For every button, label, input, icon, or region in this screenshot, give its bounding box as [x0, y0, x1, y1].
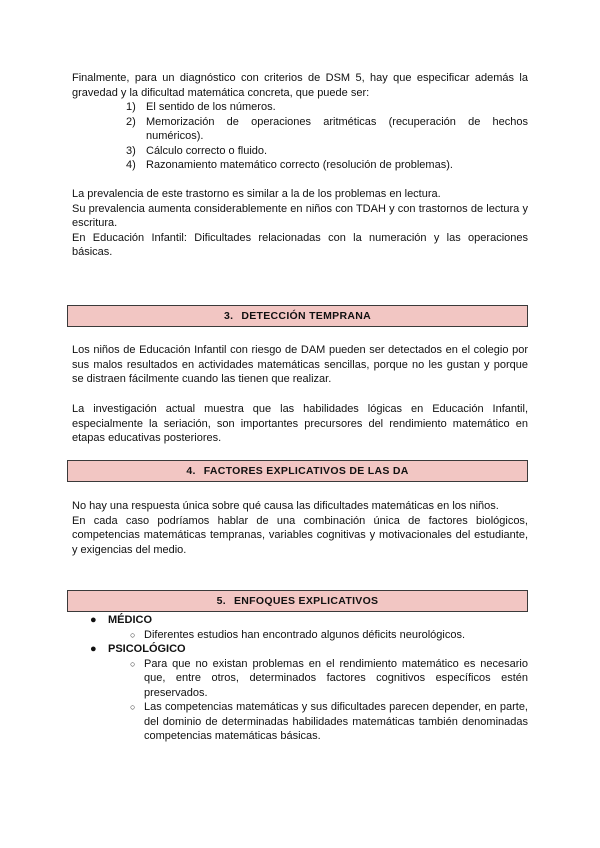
list-item — [126, 100, 528, 115]
dsm-criteria-list — [126, 100, 528, 173]
bullet-icon: ● — [90, 643, 97, 655]
prevalence-paragraph: La prevalencia de este trastorno es similar a la de los problemas en lectura. — [72, 188, 441, 200]
infantil-paragraph: En Educación Infantil: Dificultades relacionadas con la numeración y las operaciones básicas. — [72, 231, 528, 258]
section-number: 3. — [223, 309, 234, 322]
research-paragraph: La investigación actual muestra que las habilidades lógicas en Educación Infantil, especialmente la seriación, son importantes precursores del rendimiento matemático en etapas educativas posteriores. — [72, 403, 528, 444]
circle-bullet-icon: ○ — [130, 629, 136, 640]
section-header-4 — [67, 460, 528, 482]
list-item — [90, 657, 528, 701]
list-item-text: Las competencias matemáticas y sus dificultades parecen depender, en parte, del dominio de determinadas habilidades matemáticas también denominadas competencias matemáticas básicas. — [144, 701, 528, 742]
list-item-text: Diferentes estudios han encontrado algunos déficits neurológicos. — [144, 628, 466, 641]
list-item-text: Razonamiento matemático correcto (resolución de problemas). — [146, 159, 453, 171]
approach-medico — [90, 613, 528, 628]
section-title: ENFOQUES EXPLICATIVOS — [233, 594, 379, 607]
prevalence-tdah-paragraph: Su prevalencia aumenta considerablemente en niños con TDAH y con trastornos de lectura y escritura. — [72, 202, 528, 229]
bullet-icon: ● — [90, 614, 97, 626]
circle-bullet-icon: ○ — [130, 658, 136, 669]
prevalence-block — [72, 187, 528, 260]
list-item — [126, 158, 528, 173]
section-header-3 — [67, 305, 528, 327]
list-number: 1) — [126, 101, 136, 113]
factors-paragraph: No hay una respuesta única sobre qué causa las dificultades matemáticas en los niños. — [72, 500, 499, 512]
section-header-5 — [67, 590, 528, 612]
approach-psicologico — [90, 642, 528, 657]
section-title: FACTORES EXPLICATIVOS DE LAS DA — [203, 464, 409, 477]
approach-title: MÉDICO — [108, 614, 152, 626]
list-number: 4) — [126, 159, 136, 171]
list-item-text: El sentido de los números. — [146, 101, 276, 113]
list-item — [90, 628, 528, 643]
list-number: 2) — [126, 115, 136, 128]
circle-bullet-icon: ○ — [130, 702, 136, 712]
list-item — [126, 115, 528, 144]
factors-combination-paragraph: En cada caso podríamos hablar de una combinación única de factores biológicos, competencias matemáticas tempranas, variables cognitivas y motivacionales del estudiante, y exigencias del medio. — [72, 514, 528, 556]
list-item-text: Para que no existan problemas en el rendimiento matemático es necesario que, entre otros, determinados factores cognitivos específicos estén preservados. — [144, 657, 528, 699]
intro-paragraph: Finalmente, para un diagnóstico con criterios de DSM 5, hay que especificar además la gravedad y la dificultad matemática concreta, que puede ser: — [72, 72, 528, 99]
list-item — [90, 700, 528, 744]
list-item — [126, 144, 528, 159]
approaches-list — [90, 613, 528, 744]
factors-block — [72, 499, 528, 557]
list-item-text: Memorización de operaciones aritméticas (recuperación de hechos numéricos). — [146, 115, 528, 142]
section-title: DETECCIÓN TEMPRANA — [241, 309, 371, 322]
detection-paragraph: Los niños de Educación Infantil con riesgo de DAM pueden ser detectados en el colegio por sus malos resultados en actividades matemáticas sencillas, porque no les gustan y porque se distraen fácilmente cuando las tienen que realizar. — [72, 344, 528, 385]
section-number: 5. — [216, 594, 226, 607]
section-number: 4. — [186, 464, 196, 477]
approach-title: PSICOLÓGICO — [108, 643, 186, 655]
list-item-text: Cálculo correcto o fluido. — [146, 144, 268, 157]
list-number: 3) — [126, 144, 136, 157]
